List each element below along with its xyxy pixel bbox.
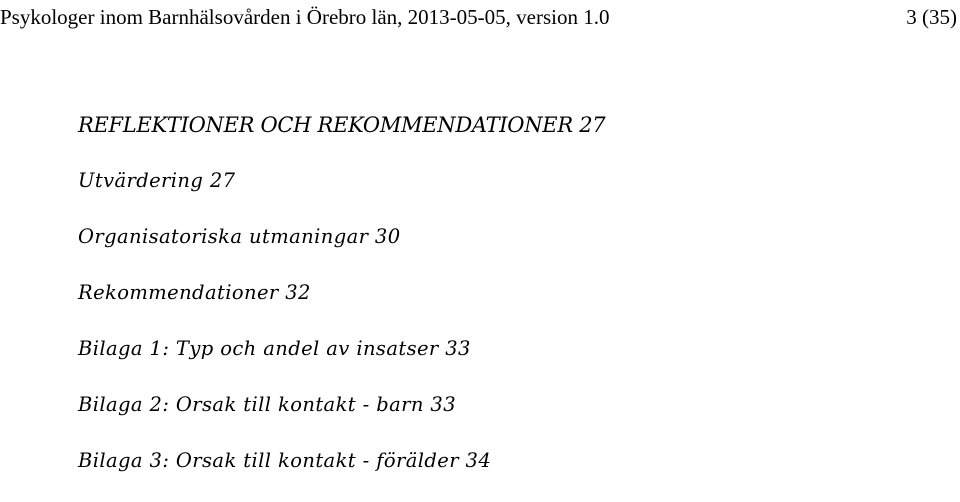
- toc-entry-bilaga-1[interactable]: Bilaga 1: Typ och andel av insatser 33: [78, 337, 471, 360]
- toc-entry-utvardering[interactable]: Utvärdering 27: [78, 169, 236, 192]
- table-of-contents: [78, 110, 605, 502]
- toc-entry-bilaga-3[interactable]: Bilaga 3: Orsak till kontakt - förälder 34: [78, 449, 492, 472]
- page-number: 3 (35): [906, 5, 957, 29]
- page-header: [0, 3, 960, 35]
- document-title: Psykologer inom Barnhälsovården i Örebro län, 2013-05-05, version 1.0: [0, 5, 610, 29]
- toc-entry-organisatoriska-utmaningar[interactable]: Organisatoriska utmaningar 30: [78, 225, 401, 248]
- toc-entry-bilaga-2[interactable]: Bilaga 2: Orsak till kontakt - barn 33: [78, 393, 457, 416]
- toc-entry-rekommendationer[interactable]: Rekommendationer 32: [78, 281, 311, 304]
- toc-entry-reflektioner[interactable]: REFLEKTIONER OCH REKOMMENDATIONER 27: [78, 113, 606, 137]
